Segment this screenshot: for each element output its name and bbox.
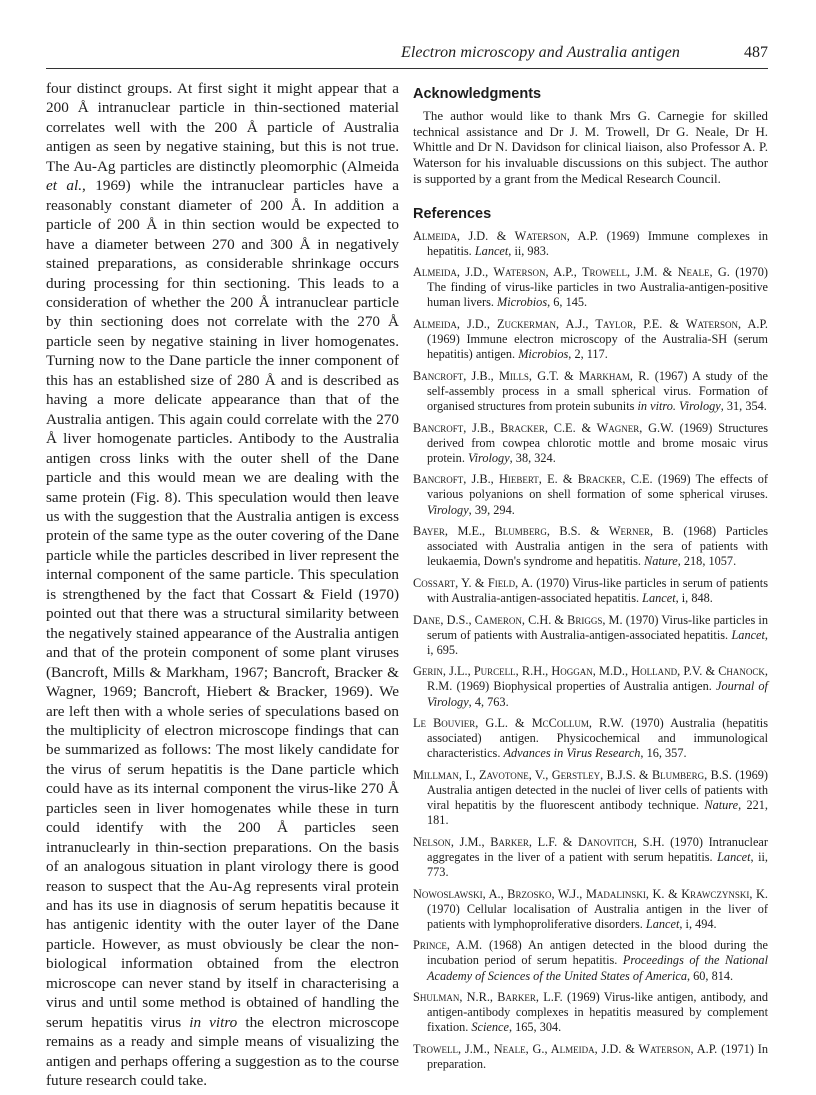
reference-item bbox=[413, 1042, 768, 1072]
reference-item bbox=[413, 369, 768, 414]
reference-volume: , 165, 304. bbox=[508, 1020, 562, 1035]
reference-authors: Shulman, N.R., Barker, L.F. bbox=[413, 990, 563, 1005]
body-paragraph bbox=[46, 79, 399, 1091]
reference-volume: , 218, 1057. bbox=[677, 554, 737, 569]
reference-authors: Bancroft, J.B., Mills, G.T. & Markham, R. bbox=[413, 368, 650, 383]
reference-item bbox=[413, 472, 768, 517]
reference-volume: , 60, 814. bbox=[686, 968, 734, 983]
reference-volume: , 221, 181. bbox=[427, 798, 769, 828]
reference-item bbox=[413, 576, 768, 606]
reference-volume: , ii, 773. bbox=[427, 849, 768, 879]
reference-volume: , 31, 354. bbox=[720, 398, 767, 413]
reference-item bbox=[413, 229, 768, 259]
reference-journal: Lancet bbox=[731, 627, 765, 642]
reference-item bbox=[413, 938, 768, 983]
reference-journal: Science bbox=[471, 1020, 509, 1035]
reference-item bbox=[413, 835, 768, 880]
reference-item bbox=[413, 768, 768, 828]
reference-journal: Lancet bbox=[642, 590, 676, 605]
reference-item bbox=[413, 664, 768, 709]
reference-authors: Dane, D.S., Cameron, C.H. & Briggs, M. bbox=[413, 612, 623, 627]
reference-journal: Microbios bbox=[497, 295, 548, 310]
page-number: 487 bbox=[744, 44, 768, 61]
reference-authors: Bancroft, J.B., Bracker, C.E. & Wagner, G.W. bbox=[413, 420, 674, 435]
reference-title: (1969) Immune electron microscopy of the Australia-SH (serum hepatitis) antigen. bbox=[427, 332, 768, 362]
reference-journal: Nature bbox=[644, 554, 678, 569]
reference-authors: Almeida, J.D. & Waterson, A.P. bbox=[413, 228, 599, 243]
reference-journal: Advances in Virus Research bbox=[503, 746, 641, 761]
reference-journal: Lancet bbox=[474, 243, 509, 258]
reference-volume: , 2, 117. bbox=[568, 347, 608, 362]
body-text-et-al: et al. bbox=[46, 177, 83, 195]
reference-journal: Microbios bbox=[518, 347, 569, 362]
right-column bbox=[413, 86, 768, 1079]
body-text-part-2: , 1969) while the intranuclear particles have a reasonably constant diameter of 200 Å. In addition a particle of 200 Å in thin section would be expected to have a diameter between 270 and 300 Å in negatively stained preparations, as considerable shrinkage occurs during processing for thin sectioning. This leads to a consideration of whether the 200 Å intranuclear particle by thin sectioning does not correlate with the 270 Å particle seen by negative staining in liver homogenates. Turning now to the Dane particle the inner component of this has an established size of 280 Å and is described as having a more delicate appearance than that of the Australia antigen. This again could correlate with the 270 Å liver homogenate particles. Antibody to the Australia antigen cross links with the outer shell of the Dane particle and this would mean we are dealing with the same protein (Fig. 8). This speculation would then leave us with the suggestion that the Australia antigen is excess protein of the same type as the outer covering of the Dane particle while the particles described in liver represent the internal component of the same particle. This speculation is strengthened by the fact that Cossart & Field (1970) pointed out that there was a structural similarity between the negatively stained appearance of the Australia antigen and that of the protein component of some plant viruses (Bancroft, Mills & Markham, 1967; Bancroft, Bracker & Wagner, 1969; Bancroft, Hiebert & Bracker, 1969). We are left then with a whole series of speculations based on the multiplicity of electron microscope findings that can be summarized as follows: The most likely candidate for the virus of serum hepatitis is the Dane particle which could have as its internal component the virus-like 270 Å particles seen in liver homogenates while these in turn could identify with the 200 Å particles seen intranuclearly in thin-section preparations. On the basis of an analogous situation in plant virology there is good reason to suspect that the Au-Ag represents viral protein and has its use in diagnosis of serum hepatitis because it has antigenic identity with the outer layer of the Dane particle. However, as must obviously be clear the non-biological information obtained from the electron microscope can never stand by itself in characterising a virus and until some method is obtained of handling the serum hepatitis virus bbox=[46, 177, 399, 1031]
reference-volume: , 39, 294. bbox=[468, 502, 515, 517]
running-head-title: Electron microscopy and Australia antigen bbox=[400, 44, 680, 61]
reference-item bbox=[413, 716, 768, 761]
reference-title: (1971) In preparation. bbox=[427, 1041, 768, 1072]
reference-title: (1970) Virus-like particles in serum of patients with Australia-antigen-associated hepatitis. bbox=[427, 575, 769, 605]
reference-volume: , i, 695. bbox=[427, 627, 768, 657]
reference-title: (1968) Particles associated with Australia antigen in the sera of patients with leukaemia, Down's syndrome and hepatitis. bbox=[427, 524, 768, 569]
reference-item bbox=[413, 613, 768, 658]
acknowledgments-heading: Acknowledgments bbox=[413, 86, 542, 102]
reference-journal: Lancet bbox=[645, 916, 680, 931]
reference-title: (1969) Structures derived from cowpea chlorotic mottle and brome mosaic virus protein. bbox=[427, 420, 768, 465]
reference-authors: Bayer, M.E., Blumberg, B.S. & Werner, B. bbox=[413, 524, 674, 539]
reference-title: (1970) Australia (hepatitis associated) antigen. Physicochemical and immunological characteristics. bbox=[427, 716, 769, 761]
references-heading: References bbox=[413, 205, 492, 222]
reference-item bbox=[413, 887, 768, 932]
references-list bbox=[413, 229, 768, 1073]
reference-volume: , 38, 324. bbox=[509, 450, 556, 465]
reference-volume: , ii, 983. bbox=[508, 243, 549, 258]
reference-volume: , i, 848. bbox=[675, 590, 713, 605]
reference-volume: , 6, 145. bbox=[547, 295, 588, 310]
reference-journal: Lancet bbox=[717, 849, 751, 864]
reference-authors: Nowoslawski, A., Brzosko, W.J., Madalinski, K. & Krawczynski, K. bbox=[413, 886, 768, 901]
reference-authors: Prince, A.M. bbox=[413, 938, 483, 953]
reference-authors: Nelson, J.M., Barker, L.F. & Danovitch, S.H. bbox=[413, 834, 665, 849]
reference-title: (1969) The effects of various polyanions on shell formation of some spherical viruses. bbox=[427, 472, 768, 502]
reference-title: (1970) Virus-like particles in serum of patients with Australia-antigen-associated hepatitis. bbox=[427, 612, 768, 642]
reference-authors: Gerin, J.L., Purcell, R.H., Hoggan, M.D., Holland, P.V. & Chanock, R.M. bbox=[413, 664, 768, 694]
reference-title: (1970) Intranuclear aggregates in the liver of a patient with serum hepatitis. bbox=[427, 834, 768, 864]
reference-title: (1968) An antigen detected in the blood during the incubation period of serum hepatitis. bbox=[427, 938, 768, 968]
body-text-part-3: the electron microscope remains as a ready and simple means of visualizing the antigen and perhaps offering a suggestion as to the course future research could take. bbox=[46, 1013, 400, 1090]
reference-title: (1967) A study of the self-assembly process in a small spherical virus. Formation of organised structures from protein subunits bbox=[427, 368, 768, 413]
reference-volume: , 16, 357. bbox=[640, 746, 687, 761]
reference-title: (1970) Cellular localisation of Australia antigen in the liver of patients with lymphoproliferative disorders. bbox=[427, 901, 768, 931]
reference-authors: Almeida, J.D., Zuckerman, A.J., Taylor, P.E. & Waterson, A.P. bbox=[413, 316, 768, 331]
reference-title: (1969) Biophysical properties of Australia antigen. bbox=[452, 679, 716, 694]
reference-authors: Bancroft, J.B., Hiebert, E. & Bracker, C.E. bbox=[413, 472, 653, 487]
reference-journal: Virology bbox=[467, 450, 510, 465]
body-text-in-vitro: in vitro bbox=[189, 1013, 238, 1031]
reference-authors: Millman, I., Zavotone, V., Gerstley, B.J.S. & Blumberg, B.S. bbox=[413, 767, 732, 782]
reference-item bbox=[413, 265, 768, 310]
reference-title: (1969) Australia antigen detected in the nuclei of liver cells of patients with viral hepatitis by the fluorescent antibody technique. bbox=[427, 767, 768, 813]
left-column bbox=[46, 79, 399, 1091]
reference-journal: Proceedings of the National Academy of Sciences of the United States of America bbox=[427, 953, 768, 983]
reference-volume: , i, 494. bbox=[679, 916, 717, 931]
reference-journal: Journal of Virology bbox=[427, 679, 768, 709]
reference-journal: in vitro. Virology bbox=[637, 398, 721, 413]
reference-volume: , 4, 763. bbox=[468, 694, 509, 709]
body-text-part-1: four distinct groups. At first sight it might appear that a 200 Å intranuclear particle in thin-sectioned material correlates well with the 200 Å particle of Australia antigen as seen by negative staining, but this is not true. The Au-Ag particles are distinctly pleomorphic (Almeida bbox=[46, 80, 399, 175]
reference-journal: Virology bbox=[427, 502, 469, 517]
reference-item bbox=[413, 990, 768, 1035]
reference-journal: Nature bbox=[704, 798, 739, 813]
reference-item bbox=[413, 317, 768, 362]
reference-authors: Trowell, J.M., Neale, G., Almeida, J.D. & Waterson, A.P. bbox=[413, 1041, 718, 1056]
reference-item bbox=[413, 524, 768, 569]
reference-authors: Almeida, J.D., Waterson, A.P., Trowell, J.M. & Neale, G. bbox=[413, 265, 730, 280]
reference-authors: Cossart, Y. & Field, A. bbox=[413, 575, 533, 590]
reference-title: (1969) Virus-like antigen, antibody, and antigen-antibody complexes in hepatitis measured by complement fixation. bbox=[427, 990, 768, 1035]
reference-title: (1969) Immune complexes in hepatitis. bbox=[427, 228, 768, 258]
header-rule bbox=[46, 68, 768, 69]
acknowledgments-text: The author would like to thank Mrs G. Carnegie for skilled technical assistance and Dr J. M. Trowell, Dr G. Neale, Dr H. Whittle and Dr N. Davidson for clinical liaison, also Professor A. P. Waterson for his invaluable discussions on this subject. The author is supported by a grant from the Medical Research Council. bbox=[413, 109, 768, 186]
reference-title: (1970) The finding of virus-like particles in two Australia-antigen-positive human livers. bbox=[427, 265, 768, 310]
reference-authors: Le Bouvier, G.L. & McCollum, R.W. bbox=[413, 716, 624, 731]
reference-item bbox=[413, 421, 768, 466]
